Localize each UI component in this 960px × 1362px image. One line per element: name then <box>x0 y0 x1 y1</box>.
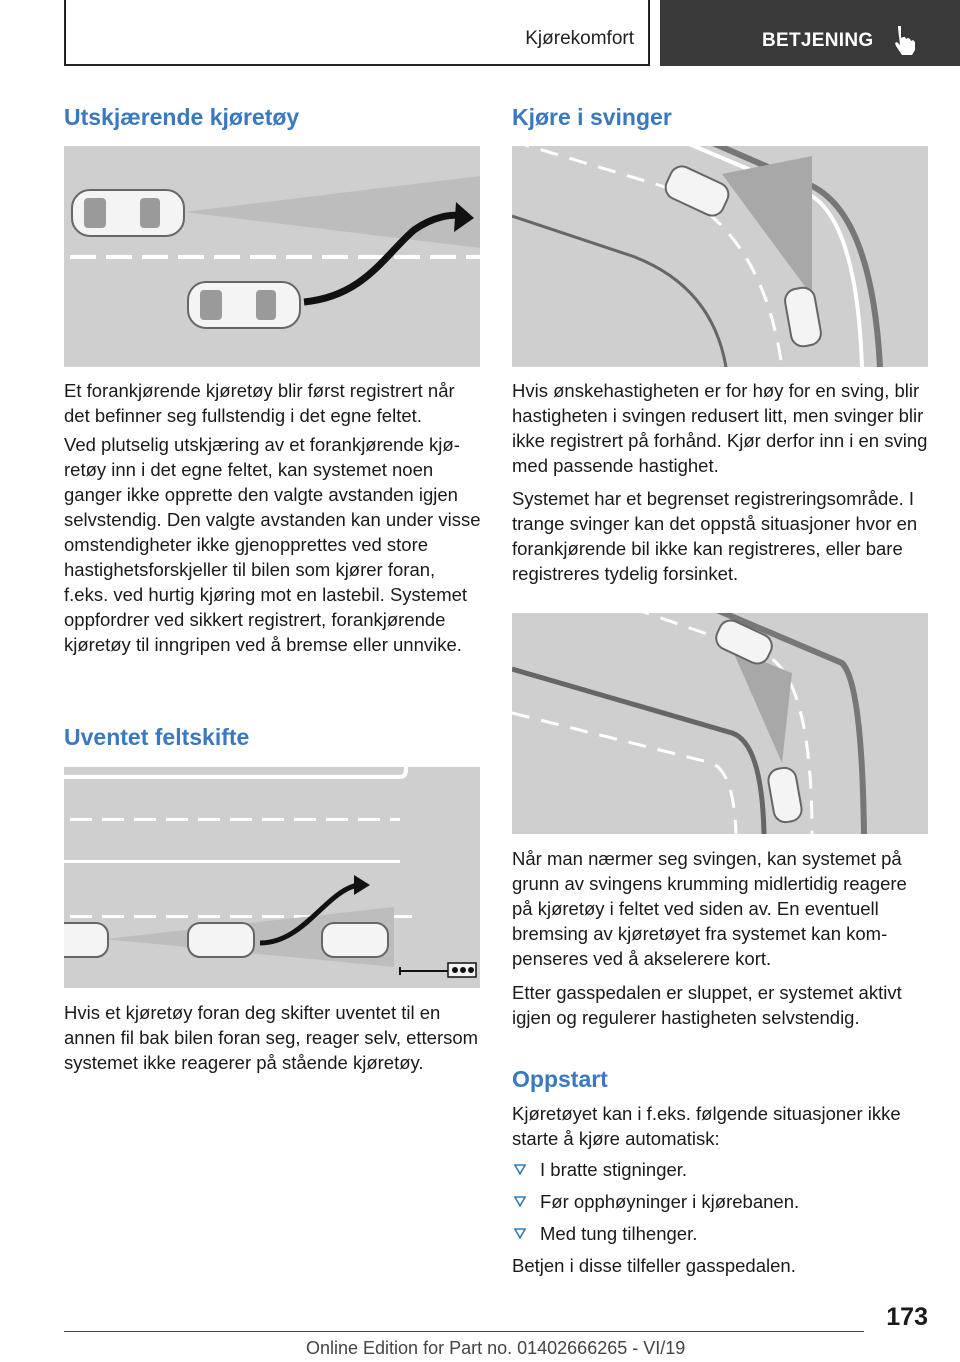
paragraph-curves-4: Etter gasspedalen er sluppet, er systemet aktivt igjen og regulerer hastigheten selvstendig. <box>512 982 902 1028</box>
page-number: 173 <box>886 1303 928 1331</box>
illustration-lane-change <box>64 767 480 988</box>
bullet-list <box>512 1157 928 1253</box>
heading-start-off: Oppstart <box>512 1066 608 1092</box>
footer-divider <box>64 1331 864 1332</box>
pointing-hand-icon <box>892 24 920 56</box>
list-item <box>512 1221 928 1246</box>
chapter-tab <box>660 0 960 66</box>
triangle-bullet-icon <box>514 1164 526 1175</box>
heading-unexpected-lane-change: Uventet feltskifte <box>64 724 250 750</box>
list-item <box>512 1157 928 1182</box>
paragraph-cut-in-1: Et forankjørende kjøretøy blir først registrert når det befinner seg fullstendig i det egne feltet. <box>64 380 455 426</box>
illustration-curve-1 <box>512 146 928 367</box>
list-item-text: Med tung tilhenger. <box>540 1223 698 1244</box>
footer-edition: Online Edition for Part no. 01402666265 - VI/19 <box>306 1338 686 1358</box>
triangle-bullet-icon <box>514 1196 526 1207</box>
heading-driving-in-curves: Kjøre i svinger <box>512 104 672 130</box>
paragraph-curves-2: Systemet har et begrenset registreringsområde. I trange svinger kan det oppstå situasjoner hvor en forankjørende bil ikke kan registreres, eller bare registreres tydelig forsinket. <box>512 488 918 584</box>
header-section-box <box>64 0 650 66</box>
header-section-title: Kjørekomfort <box>525 28 634 49</box>
list-item-text: Før opphøyninger i kjørebanen. <box>540 1191 800 1212</box>
heading-cut-in-vehicle: Utskjærende kjøretøy <box>64 104 300 130</box>
illustration-curve-2 <box>512 613 928 834</box>
paragraph-cut-in-2: Ved plutselig utskjæring av et forankjørende kjøretøy inn i det egne feltet, kan systemet noen ganger ikke opprette den valgte avstanden igjen selvstendig. Den valgte avstanden kan under visse omstendigheter ikke gjenopprettes ved store hastighetsforskjeller til bilen som kjører foran, f.eks. ved hurtig kjøring mot en lastebil. Systemet oppfordrer ved sikkert registrert, forankjørende kjøretøy til inngripen ved å bremse eller unnvike. <box>64 434 481 655</box>
chapter-title: BETJENING <box>762 30 874 51</box>
paragraph-curves-3: Når man nærmer seg svingen, kan systemet på grunn av svingens krumming midlertidig reagere på kjøretøy i feltet ved siden av. En eventuell bremsing av kjøretøyet fra systemet kan kompenseres ved å akselerere kort. <box>512 848 907 969</box>
paragraph-lane-change: Hvis et kjøretøy foran deg skifter uventet til en annen fil bak bilen foran seg, reager selv, ettersom systemet ikke reagerer på stående kjøretøy. <box>64 1002 479 1073</box>
illustration-cut-in <box>64 146 480 367</box>
list-item <box>512 1189 928 1214</box>
triangle-bullet-icon <box>514 1228 526 1239</box>
paragraph-curves-1: Hvis ønskehastigheten er for høy for en sving, blir hastigheten i svingen redusert litt, men svinger blir ikke registrert på forhånd. Kjør derfor inn i en sving med passende hastighet. <box>512 380 928 476</box>
list-item-text: I bratte stigninger. <box>540 1159 688 1180</box>
paragraph-start-off: Kjøretøyet kan i f.eks. følgende situasjoner ikke starte å kjøre automatisk: <box>512 1103 901 1149</box>
paragraph-start-off-2: Betjen i disse tilfeller gasspedalen. <box>512 1255 796 1276</box>
